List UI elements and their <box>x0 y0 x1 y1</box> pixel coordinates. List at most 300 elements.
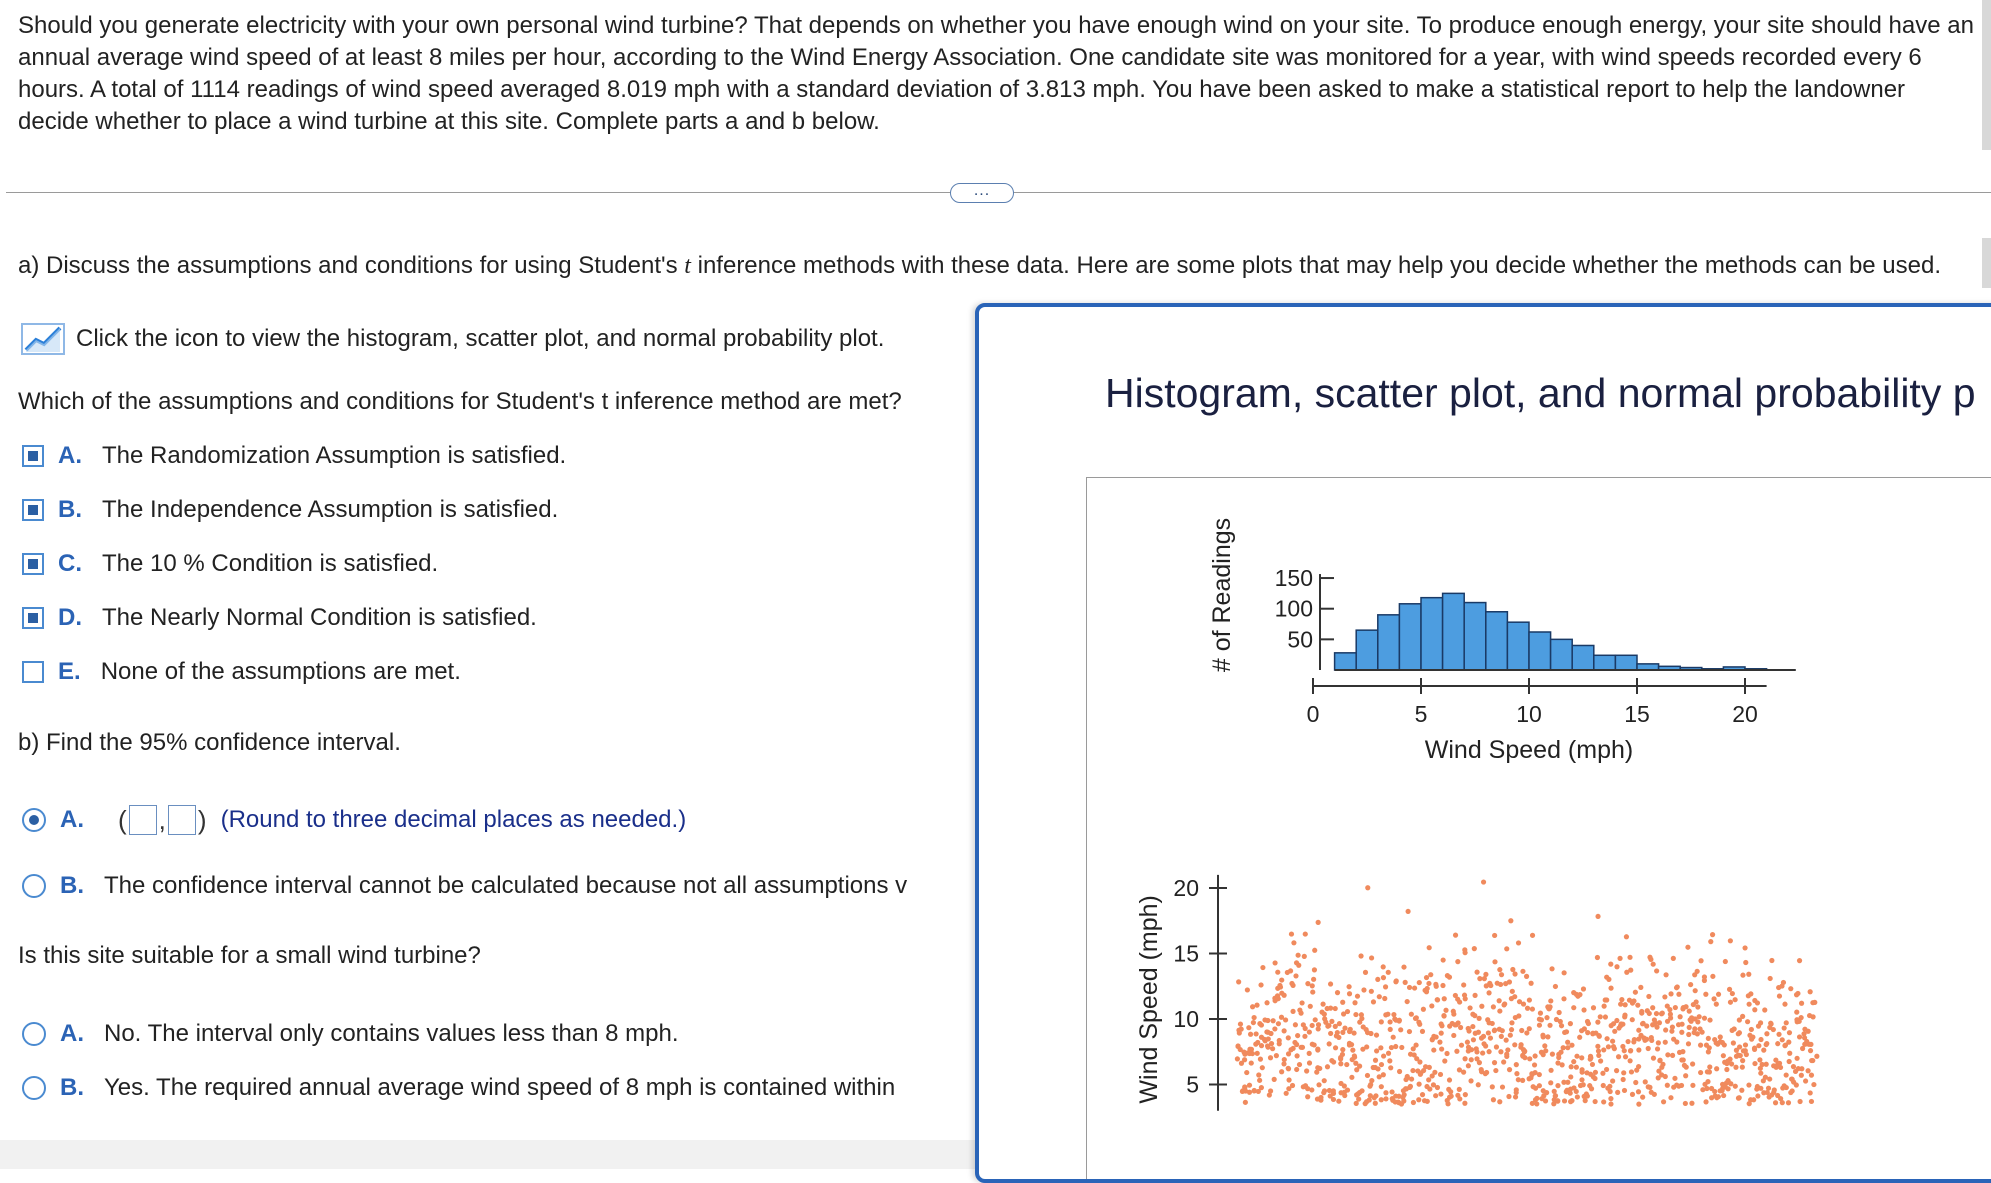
scatter-point <box>1728 1000 1733 1005</box>
scatter-point <box>1469 1047 1474 1052</box>
scatter-point <box>1462 1056 1467 1061</box>
scatter-point <box>1477 1016 1482 1021</box>
option-letter: A. <box>58 442 82 469</box>
scatter-point <box>1593 1099 1598 1104</box>
scatter-point <box>1542 1043 1547 1048</box>
scatter-point <box>1716 992 1721 997</box>
scatter-point <box>1286 1066 1291 1071</box>
view-plots-link[interactable] <box>20 322 884 356</box>
scatter-point <box>1279 1069 1284 1074</box>
scatter-point <box>1687 1025 1692 1030</box>
scatter-point <box>1762 1007 1767 1012</box>
scatter-point <box>1784 1072 1789 1077</box>
scatter-point <box>1581 1082 1586 1087</box>
scatter-point <box>1293 1022 1298 1027</box>
scatter-point <box>1479 1067 1484 1072</box>
scatter-point <box>1529 981 1534 986</box>
assumption-option-a[interactable] <box>22 441 566 471</box>
scatter-point <box>1721 1053 1726 1058</box>
scatter-point <box>1383 1090 1388 1095</box>
radio-suit-b[interactable] <box>22 1076 46 1100</box>
scatter-point <box>1579 1055 1584 1060</box>
scatter-point <box>1585 1030 1590 1035</box>
scatter-point <box>1636 1028 1641 1033</box>
scatter-point <box>1601 1047 1606 1052</box>
scatter-point <box>1364 1044 1369 1049</box>
scatter-point <box>1644 1037 1649 1042</box>
scatter-point <box>1643 1079 1648 1084</box>
hist-y-tick-label: 100 <box>1274 595 1313 622</box>
scatter-point <box>1711 996 1716 1001</box>
scatter-point <box>1617 956 1622 961</box>
checkbox-a[interactable] <box>22 445 44 467</box>
scatter-point <box>1488 1035 1493 1040</box>
scatter-point <box>1353 1012 1358 1017</box>
scatter-point <box>1756 1043 1761 1048</box>
scatter-point <box>1811 1082 1816 1087</box>
scatter-point <box>1290 1009 1295 1014</box>
scatter-point <box>1636 1064 1641 1069</box>
scatter-point <box>1435 1085 1440 1090</box>
scatter-point <box>1647 1085 1652 1090</box>
scatter-point <box>1514 1062 1519 1067</box>
scatter-point <box>1655 1046 1660 1051</box>
scatter-point <box>1809 1099 1814 1104</box>
scatter-point <box>1477 976 1482 981</box>
scatter-point <box>1639 1010 1644 1015</box>
scatter-point <box>1379 1084 1384 1089</box>
hist-x-tick-label: 0 <box>1306 701 1320 727</box>
scatter-point <box>1247 1083 1252 1088</box>
scatter-point <box>1555 1098 1560 1103</box>
scatter-point <box>1293 973 1298 978</box>
scatter-point <box>1730 991 1735 996</box>
scatter-point <box>1497 967 1502 972</box>
scatter-point <box>1463 996 1468 1001</box>
scatter-point <box>1562 970 1567 975</box>
scatter-point <box>1519 1028 1524 1033</box>
scatter-point <box>1431 1047 1436 1052</box>
scatter-point <box>1633 1080 1638 1085</box>
scatter-point <box>1670 1053 1675 1058</box>
scatter-point <box>1427 1065 1432 1070</box>
scatter-point <box>1381 975 1386 980</box>
scatter-point <box>1791 1064 1796 1069</box>
scatter-point <box>1595 955 1600 960</box>
scatter-point <box>1559 1023 1564 1028</box>
assumptions-question: Which of the assumptions and conditions for Student's t inference method are met? <box>18 388 902 415</box>
scatter-point <box>1575 1094 1580 1099</box>
scatter-point <box>1583 1098 1588 1103</box>
checkbox-e[interactable] <box>22 661 44 683</box>
scatter-point <box>1527 1026 1532 1031</box>
option-text: None of the assumptions are met. <box>100 658 461 685</box>
scatter-point <box>1310 983 1315 988</box>
scatter-point <box>1766 1086 1771 1091</box>
scatter-point <box>1500 1028 1505 1033</box>
scatter-point <box>1577 992 1582 997</box>
scatter-point <box>1674 1039 1679 1044</box>
scatter-point <box>1537 1083 1542 1088</box>
ci-option-a[interactable] <box>22 805 686 835</box>
scatter-point <box>1780 1100 1785 1105</box>
scatter-point <box>1698 1070 1703 1075</box>
scatter-point <box>1707 1069 1712 1074</box>
scatter-point <box>1276 1021 1281 1026</box>
scatter-point <box>1359 1016 1364 1021</box>
scrollbar-mid[interactable] <box>1982 238 1991 288</box>
scatter-point <box>1724 1067 1729 1072</box>
scatter-point <box>1291 1046 1296 1051</box>
scatter-point <box>1683 1004 1688 1009</box>
scatter-point <box>1633 990 1638 995</box>
scatter-point <box>1695 1004 1700 1009</box>
scatter-point <box>1638 985 1643 990</box>
scatter-point <box>1543 1048 1548 1053</box>
scatter-point <box>1788 986 1793 991</box>
scatter-point <box>1259 1085 1264 1090</box>
scatter-point <box>1746 1082 1751 1087</box>
scatter-point <box>1676 992 1681 997</box>
scatter-y-label: Wind Speed (mph) <box>1135 895 1163 1104</box>
checkbox-c[interactable] <box>22 553 44 575</box>
radio-ci-b[interactable] <box>22 874 46 898</box>
scatter-point <box>1512 1042 1517 1047</box>
scatter-point <box>1433 1093 1438 1098</box>
scatter-point <box>1379 1019 1384 1024</box>
scatter-point <box>1331 1059 1336 1064</box>
scatter-point <box>1477 1060 1482 1065</box>
scatter-point <box>1342 1093 1347 1098</box>
scatter-point <box>1615 1090 1620 1095</box>
assumption-option-e[interactable] <box>22 657 461 687</box>
scatter-point <box>1427 945 1432 950</box>
scatter-point <box>1591 1005 1596 1010</box>
scatter-point <box>1805 1068 1810 1073</box>
scatter-point <box>1302 1034 1307 1039</box>
scatter-point <box>1672 1076 1677 1081</box>
scatter-point <box>1375 1066 1380 1071</box>
scatter-point <box>1752 1007 1757 1012</box>
scatter-point <box>1758 1037 1763 1042</box>
radio-ci-a[interactable] <box>22 808 46 832</box>
scatter-point <box>1434 1034 1439 1039</box>
scatter-point <box>1258 982 1263 987</box>
scatter-point <box>1799 1073 1804 1078</box>
scatter-point <box>1437 1040 1442 1045</box>
scatter-point <box>1457 1096 1462 1101</box>
scatter-point <box>1654 1011 1659 1016</box>
scatter-point <box>1608 1089 1613 1094</box>
scatter-point <box>1349 1042 1354 1047</box>
scatter-point <box>1775 1041 1780 1046</box>
scatter-point <box>1679 1022 1684 1027</box>
scatter-point <box>1414 1015 1419 1020</box>
scatter-point <box>1627 955 1632 960</box>
scatter-point <box>1462 947 1467 952</box>
scatter-point <box>1490 1084 1495 1089</box>
scatter-point <box>1601 1083 1606 1088</box>
scatter-point <box>1453 933 1458 938</box>
scatter-point <box>1747 1002 1752 1007</box>
scatter-point <box>1322 1012 1327 1017</box>
scatter-point <box>1510 967 1515 972</box>
scatter-point <box>1250 1004 1255 1009</box>
scatter-point <box>1663 1074 1668 1079</box>
scatter-point <box>1497 998 1502 1003</box>
scatter-point <box>1534 1096 1539 1101</box>
hist-y-tick-label: 150 <box>1274 565 1313 592</box>
scatter-point <box>1743 1048 1748 1053</box>
scatter-point <box>1539 1017 1544 1022</box>
checkbox-b[interactable] <box>22 499 44 521</box>
scatter-point <box>1687 1009 1692 1014</box>
scatter-point <box>1697 1014 1702 1019</box>
scatter-point <box>1294 1042 1299 1047</box>
scatter-point <box>1689 1101 1694 1106</box>
scatter-point <box>1527 997 1532 1002</box>
scatter-point <box>1345 1087 1350 1092</box>
scatter-point <box>1714 1066 1719 1071</box>
scatter-point <box>1651 1056 1656 1061</box>
scrollbar-top[interactable] <box>1982 0 1991 150</box>
scatter-point <box>1434 984 1439 989</box>
scatter-point <box>1574 1089 1579 1094</box>
scatter-point <box>1481 1034 1486 1039</box>
scatter-point <box>1571 1059 1576 1064</box>
suitability-option-b[interactable] <box>22 1073 895 1103</box>
scatter-point <box>1794 1056 1799 1061</box>
scatter-point <box>1622 1013 1627 1018</box>
scatter-point <box>1780 1037 1785 1042</box>
scatter-point <box>1274 1053 1279 1058</box>
scatter-point <box>1307 1051 1312 1056</box>
scatter-point <box>1282 1028 1287 1033</box>
scatter-point <box>1405 999 1410 1004</box>
scatter-point <box>1704 1086 1709 1091</box>
scatter-point <box>1527 1056 1532 1061</box>
scatter-point <box>1316 1082 1321 1087</box>
scatter-point <box>1305 1094 1310 1099</box>
scatter-point <box>1309 1087 1314 1092</box>
scatter-point <box>1277 1038 1282 1043</box>
scatter-point <box>1270 1046 1275 1051</box>
scatter-point <box>1649 1038 1654 1043</box>
scatter-point <box>1499 1034 1504 1039</box>
scatter-point <box>1379 1097 1384 1102</box>
scatter-point <box>1355 994 1360 999</box>
radio-suit-a[interactable] <box>22 1022 46 1046</box>
scatter-point <box>1757 1057 1762 1062</box>
scatter-point <box>1331 1091 1336 1096</box>
hist-y-tick-label: 50 <box>1287 626 1313 653</box>
scatter-point <box>1794 1082 1799 1087</box>
scatter-point <box>1268 1088 1273 1093</box>
scatter-point <box>1657 1020 1662 1025</box>
scatter-point <box>1333 1006 1338 1011</box>
option-text: The confidence interval cannot be calculated because not all assumptions v <box>104 872 908 899</box>
scatter-point <box>1421 1007 1426 1012</box>
scatter-point <box>1407 1029 1412 1034</box>
more-button[interactable]: ... <box>950 183 1014 203</box>
scatter-point <box>1547 1006 1552 1011</box>
scatter-point <box>1242 1057 1247 1062</box>
scatter-point <box>1335 990 1340 995</box>
scatter-point <box>1790 1077 1795 1082</box>
scatter-point <box>1574 1054 1579 1059</box>
scatter-point <box>1602 1004 1607 1009</box>
histogram-bar <box>1551 639 1573 670</box>
scatter-point <box>1493 1068 1498 1073</box>
scatter-point <box>1746 972 1751 977</box>
scatter-point <box>1307 1060 1312 1065</box>
scatter-point <box>1581 986 1586 991</box>
scatter-point <box>1799 1015 1804 1020</box>
scatter-point <box>1375 977 1380 982</box>
scatter-point <box>1337 1021 1342 1026</box>
histogram-bar <box>1421 598 1443 670</box>
scatter-point <box>1243 1100 1248 1105</box>
assumption-option-c[interactable] <box>22 549 438 579</box>
scatter-point <box>1681 1057 1686 1062</box>
scatter-point <box>1507 1067 1512 1072</box>
scatter-point <box>1377 994 1382 999</box>
scatter-point <box>1663 1040 1668 1045</box>
scatter-point <box>1648 957 1653 962</box>
suitability-option-a[interactable] <box>22 1019 679 1049</box>
scatter-point <box>1425 1099 1430 1104</box>
scatter-point <box>1721 1093 1726 1098</box>
scatter-point <box>1483 1043 1488 1048</box>
scatter-point <box>1365 885 1370 890</box>
ci-lower-input[interactable] <box>129 805 157 835</box>
scatter-point <box>1386 1051 1391 1056</box>
scatter-point <box>1260 965 1265 970</box>
scatter-point <box>1338 1061 1343 1066</box>
scatter-point <box>1530 1006 1535 1011</box>
scatter-point <box>1494 1044 1499 1049</box>
scatter-point <box>1598 1058 1603 1063</box>
scatter-point <box>1795 991 1800 996</box>
scatter-point <box>1622 1088 1627 1093</box>
scatter-point <box>1279 977 1284 982</box>
ci-upper-input[interactable] <box>168 805 196 835</box>
scatter-point <box>1597 1034 1602 1039</box>
scatter-point <box>1579 1067 1584 1072</box>
scatter-point <box>1799 1066 1804 1071</box>
scatter-point <box>1620 1022 1625 1027</box>
scatter-point <box>1326 1023 1331 1028</box>
scatter-point <box>1513 1094 1518 1099</box>
scatter-point <box>1260 1065 1265 1070</box>
ci-option-b[interactable] <box>22 871 907 901</box>
scatter-point <box>1299 1000 1304 1005</box>
histogram-bar <box>1529 632 1551 670</box>
scatter-point <box>1378 1045 1383 1050</box>
scatter-point <box>1361 987 1366 992</box>
scatter-point <box>1388 1027 1393 1032</box>
scatter-point <box>1579 1077 1584 1082</box>
scatter-point <box>1593 1070 1598 1075</box>
scatter-point <box>1591 1074 1596 1079</box>
scatter-point <box>1386 970 1391 975</box>
chart-icon[interactable] <box>20 322 66 356</box>
part-b-question: b) Find the 95% confidence interval. <box>18 729 401 756</box>
scatter-point <box>1743 960 1748 965</box>
scatter-point <box>1472 1013 1477 1018</box>
scatter-point <box>1468 1078 1473 1083</box>
option-text: The Nearly Normal Condition is satisfied. <box>102 604 537 631</box>
scatter-point <box>1342 1083 1347 1088</box>
assumption-option-b[interactable] <box>22 495 558 525</box>
option-text: The Independence Assumption is satisfied. <box>102 496 559 523</box>
scatter-point <box>1797 1034 1802 1039</box>
scatter-point <box>1417 980 1422 985</box>
scatter-point <box>1409 1012 1414 1017</box>
scatter-point <box>1467 1005 1472 1010</box>
scatter-point <box>1683 1073 1688 1078</box>
scatter-point <box>1497 1008 1502 1013</box>
scatter-point <box>1448 1089 1453 1094</box>
scatter-point <box>1737 1044 1742 1049</box>
option-letter: A. <box>60 1020 84 1047</box>
scatter-point <box>1369 1078 1374 1083</box>
scatter-point <box>1600 1071 1605 1076</box>
scatter-point <box>1269 1041 1274 1046</box>
scatter-point <box>1614 1018 1619 1023</box>
scatter-point <box>1562 1098 1567 1103</box>
scatter-point <box>1350 1048 1355 1053</box>
scatter-point <box>1286 1035 1291 1040</box>
scatter-point <box>1574 1065 1579 1070</box>
scatter-point <box>1248 1032 1253 1037</box>
scatter-point <box>1500 1084 1505 1089</box>
scatter-point <box>1607 1084 1612 1089</box>
scatter-point <box>1443 1008 1448 1013</box>
scatter-point <box>1739 1088 1744 1093</box>
scatter-point <box>1561 1045 1566 1050</box>
scatter-point <box>1740 1058 1745 1063</box>
scatter-point <box>1277 983 1282 988</box>
scatter-point <box>1549 966 1554 971</box>
scatter-point <box>1688 982 1693 987</box>
scatter-point <box>1547 1023 1552 1028</box>
scatter-point <box>1787 1030 1792 1035</box>
scatter-point <box>1668 1095 1673 1100</box>
scatter-point <box>1728 938 1733 943</box>
scatter-point <box>1665 1052 1670 1057</box>
assumption-option-d[interactable] <box>22 603 537 633</box>
scatter-point <box>1290 983 1295 988</box>
scatter-point <box>1492 933 1497 938</box>
scatter-point <box>1776 1032 1781 1037</box>
scatter-point <box>1705 1079 1710 1084</box>
scatter-point <box>1537 1072 1542 1077</box>
scatter-point <box>1568 1021 1573 1026</box>
scatter-point <box>1454 1049 1459 1054</box>
scatter-point <box>1340 1052 1345 1057</box>
scatter-point <box>1469 1057 1474 1062</box>
scatter-point <box>1623 1054 1628 1059</box>
scatter-point <box>1329 1019 1334 1024</box>
scatter-point <box>1803 1078 1808 1083</box>
scatter-point <box>1249 1060 1254 1065</box>
scatter-point <box>1425 986 1430 991</box>
checkbox-d[interactable] <box>22 607 44 629</box>
scatter-point <box>1808 1042 1813 1047</box>
scatter-point <box>1595 1020 1600 1025</box>
scatter-point <box>1521 1001 1526 1006</box>
